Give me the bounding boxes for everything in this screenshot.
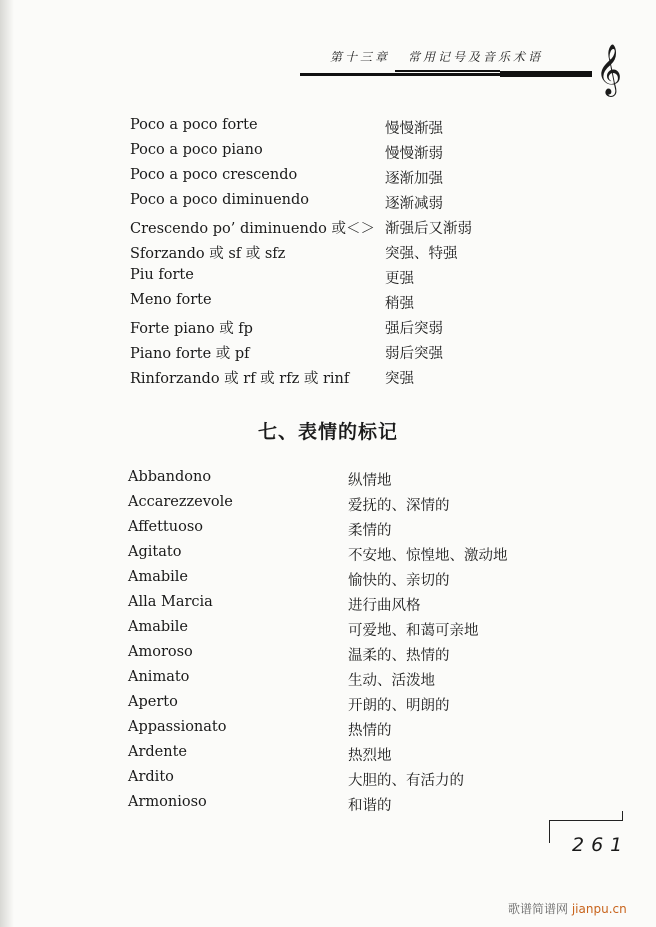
term: Forte piano 或 fp <box>130 321 253 337</box>
term: Rinforzando 或 rf 或 rfz 或 rinf <box>130 371 350 387</box>
watermark-cn: 歌谱简谱网 <box>508 902 569 916</box>
meaning: 可爱地、和蔼可亲地 <box>348 623 479 639</box>
term: Meno forte <box>130 292 212 308</box>
meaning: 逐渐加强 <box>385 171 443 187</box>
meaning: 进行曲风格 <box>348 598 421 614</box>
page-number: 261 <box>572 834 630 856</box>
term: Piano forte 或 pf <box>130 346 250 362</box>
term: Sforzando 或 sf 或 sfz <box>130 246 286 262</box>
header-rule-accent <box>395 70 500 72</box>
meaning: 纵情地 <box>348 473 392 489</box>
watermark-url: jianpu.cn <box>571 902 627 916</box>
term: Poco a poco piano <box>130 142 263 158</box>
meaning: 柔情的 <box>348 523 392 539</box>
term: Agitato <box>128 544 182 560</box>
meaning: 逐渐减弱 <box>385 196 443 212</box>
meaning: 大胆的、有活力的 <box>348 773 464 789</box>
meaning: 温柔的、热情的 <box>348 648 450 664</box>
meaning: 开朗的、明朗的 <box>348 698 450 714</box>
chapter-title: 常用记号及音乐术语 <box>408 50 544 64</box>
term: Piu forte <box>130 267 194 283</box>
meaning: 不安地、惊惶地、激动地 <box>348 548 508 564</box>
term: Accarezzevole <box>128 494 233 510</box>
meaning: 和谐的 <box>348 798 392 814</box>
meaning: 热情的 <box>348 723 392 739</box>
running-header <box>330 48 561 65</box>
term: Aperto <box>128 694 178 710</box>
meaning: 稍强 <box>385 296 414 312</box>
meaning: 生动、活泼地 <box>348 673 435 689</box>
term: Amoroso <box>128 644 193 660</box>
term: Poco a poco diminuendo <box>130 192 309 208</box>
term: Armonioso <box>128 794 207 810</box>
term: Abbandono <box>128 469 212 485</box>
meaning: 愉快的、亲切的 <box>348 573 450 589</box>
chapter-label: 第十三章 <box>330 50 391 64</box>
meaning: 爱抚的、深情的 <box>348 498 450 514</box>
term: Alla Marcia <box>128 594 213 610</box>
term: Amabile <box>128 569 189 585</box>
watermark <box>508 900 627 917</box>
term: Ardito <box>128 769 174 785</box>
term: Animato <box>128 669 190 685</box>
term: Crescendo po’ diminuendo 或＜＞ <box>130 221 375 237</box>
meaning: 弱后突强 <box>385 346 443 362</box>
meaning: 热烈地 <box>348 748 392 764</box>
meaning: 突强、特强 <box>385 246 458 262</box>
term: Appassionato <box>128 719 227 735</box>
meaning: 渐强后又渐弱 <box>385 221 472 237</box>
term: Ardente <box>128 744 188 760</box>
scan-edge <box>0 0 14 927</box>
term: Affettuoso <box>128 519 203 535</box>
term: Poco a poco crescendo <box>130 167 298 183</box>
meaning: 更强 <box>385 271 414 287</box>
meaning: 慢慢渐强 <box>385 121 443 137</box>
treble-clef-icon: 𝄞 <box>596 44 623 95</box>
meaning: 突强 <box>385 371 414 387</box>
header-rule-thick <box>500 71 592 77</box>
term: Amabile <box>128 619 189 635</box>
section-title: 七、表情的标记 <box>257 421 398 443</box>
meaning: 慢慢渐弱 <box>385 146 443 162</box>
meaning: 强后突弱 <box>385 321 443 337</box>
term: Poco a poco forte <box>130 117 258 133</box>
